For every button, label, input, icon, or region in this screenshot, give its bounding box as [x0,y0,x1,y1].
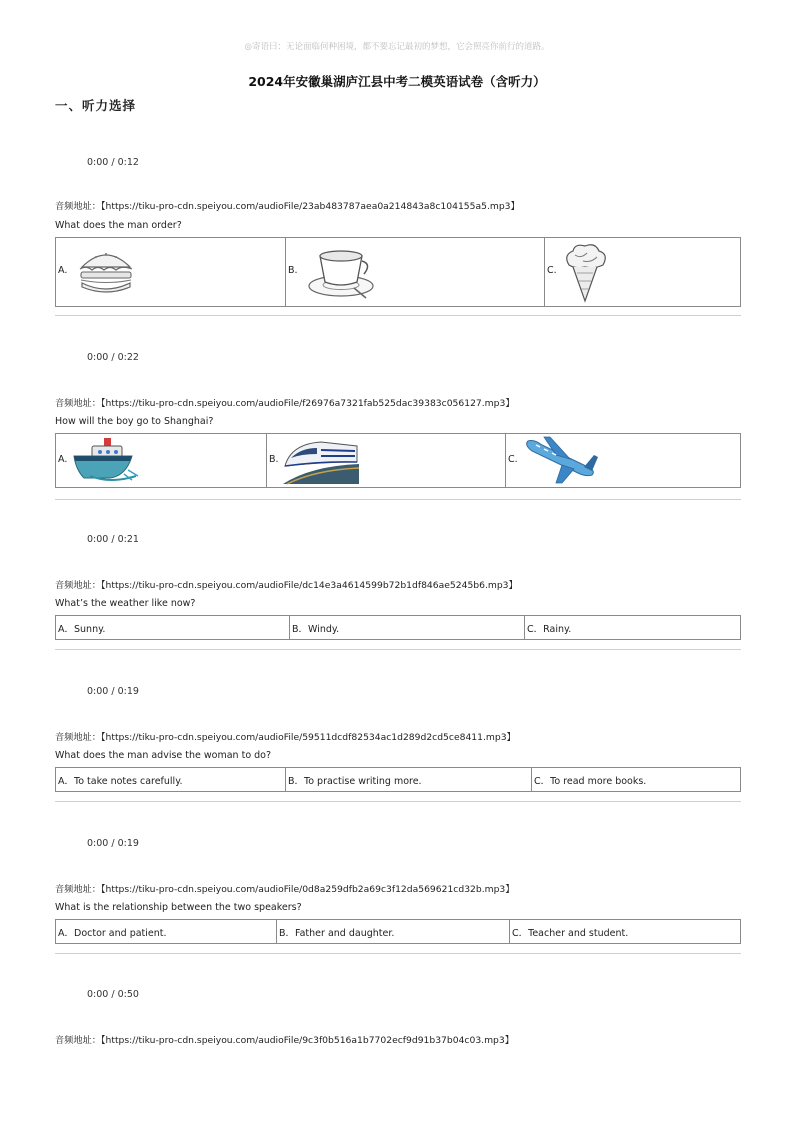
question-block-4 [55,680,741,810]
question-text: How will the boy go to Shanghai? [55,416,214,427]
options-table [55,433,741,488]
option-b[interactable]: B．Windy. [290,616,525,639]
coffee-cup-icon [306,244,376,300]
divider [55,499,741,500]
ship-icon [70,436,140,486]
question-text: What does the man order? [55,220,182,231]
hamburger-icon [76,245,136,297]
audio-link[interactable]: 【https://tiku-pro-cdn.speiyou.com/audioFile/23ab483787aea0a214843a8c104155a5.mp3】 [100,201,520,212]
section-heading: 一、听力选择 [55,98,137,113]
airplane-icon [522,435,602,485]
option-b[interactable]: B．To practise writing more. [286,768,532,791]
audio-link[interactable]: 【https://tiku-pro-cdn.speiyou.com/audioFile/0d8a259dfb2a69c3f12da569621cd32b.mp3】 [100,884,515,895]
ice-cream-icon [559,241,611,303]
option-c[interactable]: C．To read more books. [534,776,647,787]
option-a[interactable]: A. [56,238,286,306]
option-a[interactable]: A．To take notes carefully. [56,768,286,791]
divider [55,801,741,802]
options-table [55,919,741,944]
option-c[interactable]: C．Rainy. [527,624,572,635]
audio-link[interactable]: 【https://tiku-pro-cdn.speiyou.com/audioFile/59511dcdf82534ac1d289d2cd5ce8411.mp3】 [100,732,516,743]
audio-url: 音频地址：【https://tiku-pro-cdn.speiyou.com/audioFile/23ab483787aea0a214843a8c104155a5.mp3】 [55,201,520,212]
high-speed-train-icon [281,436,361,486]
audio-player-time[interactable]: 0:00 / 0:19 [87,838,139,849]
option-c[interactable]: C. [545,238,740,306]
option-b[interactable]: B．Father and daughter. [277,920,510,943]
audio-url: 音频地址：【https://tiku-pro-cdn.speiyou.com/audioFile/f26976a7321fab525dac39383c056127.mp3】 [55,398,515,409]
divider [55,649,741,650]
option-b[interactable]: B. [267,434,506,487]
audio-url: 音频地址：【https://tiku-pro-cdn.speiyou.com/audioFile/59511dcdf82534ac1d289d2cd5ce8411.mp3】 [55,732,516,743]
audio-link[interactable]: 【https://tiku-pro-cdn.speiyou.com/audioFile/9c3f0b516a1b7702ecf9d91b37b04c03.mp3】 [100,1035,514,1046]
question-block-6 [55,983,741,1053]
question-block-5 [55,832,741,962]
audio-player-time[interactable]: 0:00 / 0:22 [87,352,139,363]
options-table [55,615,741,640]
divider [55,315,741,316]
audio-url: 音频地址：【https://tiku-pro-cdn.speiyou.com/audioFile/0d8a259dfb2a69c3f12da569621cd32b.mp3】 [55,884,515,895]
question-block-1 [55,150,741,320]
option-c[interactable]: C．Teacher and student. [512,928,629,939]
option-a[interactable]: A．Sunny. [56,616,290,639]
audio-link[interactable]: 【https://tiku-pro-cdn.speiyou.com/audioFile/f26976a7321fab525dac39383c056127.mp3】 [100,398,515,409]
question-text: What is the relationship between the two speakers? [55,902,302,913]
options-table [55,767,741,792]
option-c[interactable]: C. [506,434,740,487]
audio-player-time[interactable]: 0:00 / 0:19 [87,686,139,697]
options-table [55,237,741,307]
audio-link[interactable]: 【https://tiku-pro-cdn.speiyou.com/audioFile/dc14e3a4614599b72b1df846ae5245b6.mp3】 [100,580,518,591]
option-a[interactable]: A．Doctor and patient. [56,920,277,943]
option-b[interactable]: B. [286,238,545,306]
audio-player-time[interactable]: 0:00 / 0:50 [87,989,139,1000]
audio-url: 音频地址：【https://tiku-pro-cdn.speiyou.com/audioFile/9c3f0b516a1b7702ecf9d91b37b04c03.mp3】 [55,1035,514,1046]
audio-player-time[interactable]: 0:00 / 0:12 [87,157,139,168]
audio-player-time[interactable]: 0:00 / 0:21 [87,534,139,545]
motto: ◎寄语曰：无论面临何种困境，都不要忘记最初的梦想，它会照亮你前行的道路。 [244,42,550,52]
question-block-3 [55,528,741,658]
option-a[interactable]: A. [56,434,267,487]
question-text: What does the man advise the woman to do? [55,750,272,761]
question-block-2 [55,345,741,505]
question-text: What’s the weather like now? [55,598,196,609]
divider [55,953,741,954]
page-title: 2024年安徽巢湖庐江县中考二模英语试卷（含听力） [248,74,546,89]
audio-url: 音频地址：【https://tiku-pro-cdn.speiyou.com/audioFile/dc14e3a4614599b72b1df846ae5245b6.mp3】 [55,580,518,591]
